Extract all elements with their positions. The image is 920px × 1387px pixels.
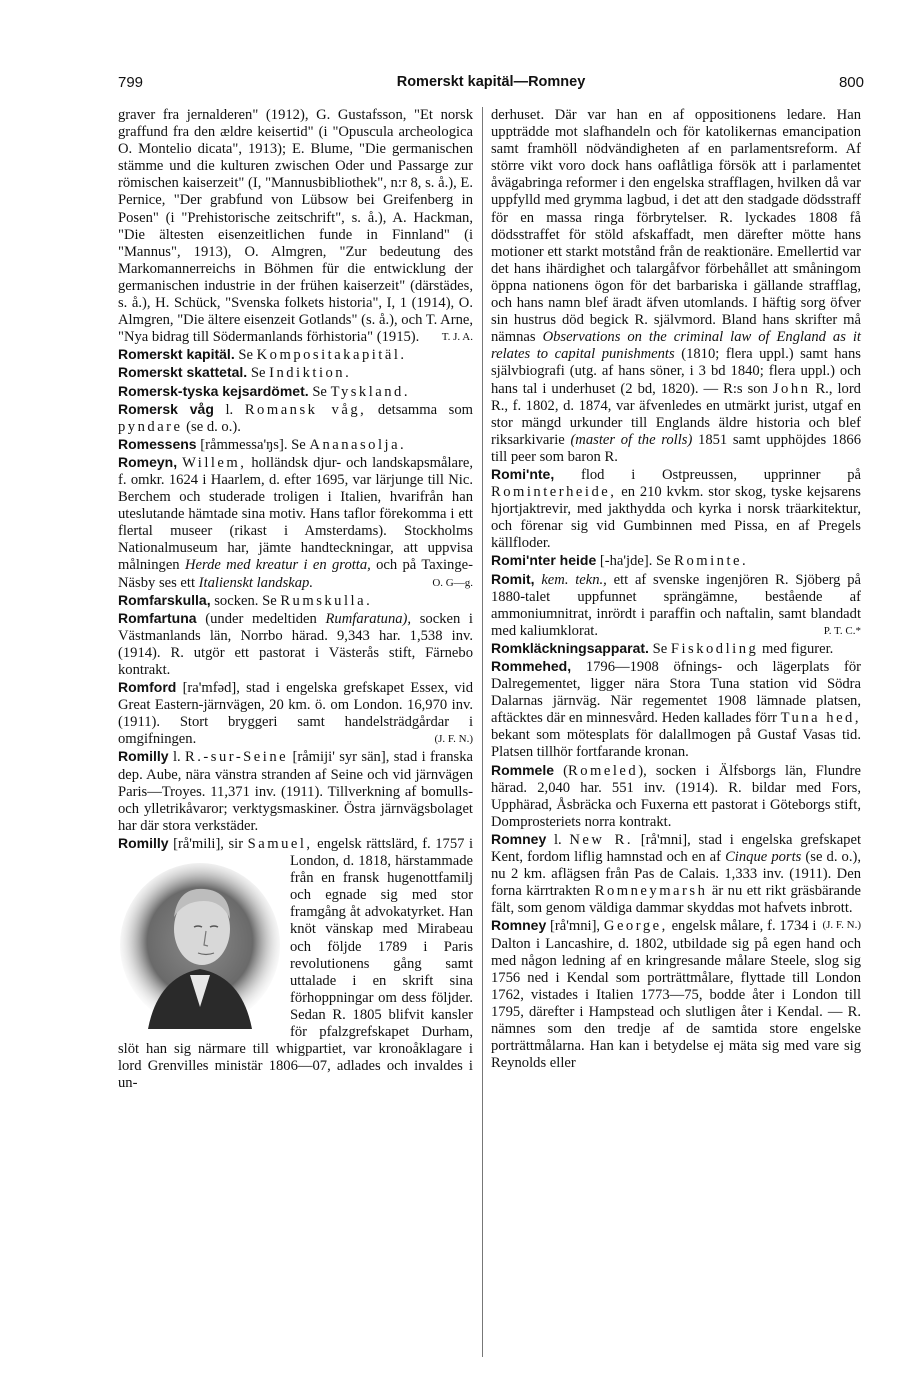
entry-romit: Romit, kem. tekn., ett af svenske ingenjören R. Sjöberg på 1880-talet uppfunnet sprängämne, bestående af ammoniumnitrat, inrördt i paraffin och naftalin, samt blandadt med kaliumklorat. P. T. C.* (491, 570, 861, 639)
entry-romney-town: Romney l. New R. [rå'mni], stad i engelska grefskapet Kent, fordom liflig hamnstad och en af Cinque ports (se d. o.), nu 2 km. aflägsen från Pas de Calais. 1,333 inv. (1911). Den forna kärrtrakten Romneymarsh är nu ett rikt gräsbärande fält, som genom väldiga dammar skyddas mot hafvets inbrott. (J. F. N.) (491, 830, 862, 932)
entry-continuation: graver fra jernalderen" (1912), G. Gustafsson, "Et norsk graffund fra den ældre keisertid" (i "Opuscula archeologica O. Montelio dicata", 1913); E. Blume, "Die germanischen stämme und die kulturen zwischen Oder und Passarge zur römischen kaiserzeit" (I, "Mannusbibliothek", n:r 8, s. å.), E. Pernice, "Der grabfund von Lübsow bei Greifenberg in Posen" (i "Prehistorische zeitschrift", s. å.), A. Hackman, "Die ältesten eisenzeitlichen funde in Finnland" (i "Mannus", 1913), O. Almgren, "Zur bedeutung des Markomannerreichs in Böhmen für die entwicklung der germanischen industrie in der frühen kaiserzeit" (därstädes, s. å.), H. Schück, "Svenska folkets historia", I, 1 (1914), O. Almgren, "Die ältere eisenzeit Gotlands" (s. å.), och T. Arne, "Nya bidrag till Södermanlands förhistoria" (1915). T. J. A. (118, 107, 473, 346)
entry-romklackningsapparat: Romkläckningsapparat. Se Fiskodling med figurer. (491, 639, 834, 657)
page-number-left: 799 (118, 74, 144, 91)
entry-romney-george: Romney [rå'mni], George, engelsk målare, f. 1734 i Dalton i Lancashire, d. 1802, utbildade sig på egen hand och med någon ledning af en kringresande målare Steele, slog sig 1756 ned i Kendal som porträttmålare, flyttade till London 1762, vistades i Italien 1773—75, bodde åter i London till 1795, därefter i Hampstead och slutligen åter i Kendal. — R. nämnes som den tredje af de samtida store engelske porträttmålarna. Han kan i betydelse ej mäta sig med vare sig Reynolds eller (491, 917, 861, 1072)
right-column (491, 107, 861, 1072)
page-number-right: 800 (838, 74, 864, 91)
entry-romersk-tyska-kejsardomet: Romersk-tyska kejsardömet. Se Tyskland. (118, 382, 411, 400)
entry-romessens: Romessens [råmmessa'ŋs]. Se Ananasolja. (118, 435, 407, 453)
entry-romfarskulla: Romfarskulla, socken. Se Rumskulla. (118, 591, 373, 609)
entry-romilly-samuel: Romilly [rå'mili], sir Samuel, engelsk rättslärd, f. 1757 i London, d. 1818, härstammade från en fransk hugenottfamilj och egnade sig med stor framgång åt advokatyrket. Han knöt vänskap med Mirabeau och följde 1789 i Paris revolutionens gång samt uttalade i en skrift sina förhoppningar om dess följder. Sedan R. 1805 blifvit kansler för pfalzgrefskapet Durham, slöt han sig närmare till whigpartiet, var kronoåklagare i lord Grenvilles ministär 1806—07, adlades och invaldes i un- (118, 834, 473, 1092)
entry-rominte: Romi'nte, flod i Ostpreussen, upprinner på Rominterheide, en 210 kvkm. stor skog, tyske kejsarens hjortjaktrevir, med jakthydda och kyrka i norsk träarkitektur, och förenar sig vid Gumbinnen med Pissa, en af Pregels källfloder. (491, 465, 861, 552)
entry-romfartuna: Romfartuna (under medeltiden Rumfaratuna), socken i Västmanlands län, Norrbo härad. 9,343 har. 1,538 inv. (1914). R. utgör ett pastorat i Västerås stift, Färnebo kontrakt. (118, 609, 473, 678)
entry-romford: Romford [ra'mfəd], stad i engelska grefskapet Essex, vid Great Eastern-järnvägen, 20 km. ö. om London. 16,970 inv. (1911). Stort bryggeri samt handelsträdgårdar i omgifningen. (J. F. N.) (118, 679, 473, 748)
entry-romerskt-kapital: Romerskt kapitäl. Se Kompositakapitäl. (118, 346, 407, 364)
left-column (118, 107, 473, 1092)
entry-romersk-vag: Romersk våg l. Romansk våg, detsamma som pyndare (se d. o.). (118, 400, 473, 435)
entry-romilly-town: Romilly l. R.-sur-Seine [råmiji' syr sän], stad i franska dep. Aube, nära vänstra stranden af Seine och vid järnvägen Paris—Troyes. 11,371 inv. (1911). Tillverkning af bomulls- och ylletrikåvaror; verktygsmaskiner. Östra järnvägsbolaget har där stora verkstäder. (118, 748, 473, 834)
entry-rommele: Rommele (Romeled), socken i Älfsborgs län, Flundre härad. 2,040 har. 551 inv. (1914). R. bildar med Fors, Upphärad, Åsbräcka och Fuxerna ett pastorat i Göteborgs stift, Domprosteriets norra kontrakt. (491, 761, 861, 830)
entry-romerskt-skattetal: Romerskt skattetal. Se Indiktion. (118, 364, 352, 382)
entry-continuation: derhuset. Där var han en af oppositionens ledare. Han uppträdde mot slafhandeln och för katolikernas emancipation samt framhöll nödvändigheten af en parlamentsreform. Af större vikt voro dock hans oaflåtliga försök att i parlamentet åvägabringa reformer i den engelska strafflagen, hvilken då var uppfylld med grymma lagbud, i det att den stadgade dödsstraff för en massa ringa förbrytelser. R. lyckades 1808 få dödsstraffet för stöld afskaffadt, men därefter mötte hans motioner ett starkt motstånd från de reaktionäre. Emellertid var det hans ihärdighet och talargåfvor förbehållet att småningom öppna nationens ögon för det barbariska i gällande strafflag, och hans namn blef äradt äfven utomlands. I häftig sorg öfver sin hustrus död begick R. självmord. Bland hans skrifter må nämnas Observations on the criminal law of England as it relates to capital punishments (1810; flera uppl.) samt hans självbiografi (utg. af hans söner, i 3 bd 1840; flera uppl.) och hans tal i underhuset (2 bd, 1820). — R:s son John R., lord R., f. 1802, d. 1874, var äfvenledes en utmärkt jurist, utgaf en stor mängd urkunder till Englands äldre historia och blef riksarkivarie (master of the rolls) 1851 samt upphöjdes 1866 till peer som baron R. (491, 107, 861, 465)
portrait-samuel-romilly (118, 857, 282, 1029)
running-title: Romerskt kapitäl—Romney (396, 74, 586, 90)
entry-rominter-heide: Romi'nter heide [-ha'jde]. Se Rominte. (491, 552, 749, 570)
entry-romeyn: Romeyn, Willem, holländsk djur- och landskapsmålare, f. omkr. 1624 i Haarlem, d. efter 1695, var lärjunge till Nic. Berchem och studerade troligen i Italien, hvarifrån han uteslutande hämtade sina motiv. Hans taflor förekomma i ett flertal museer (rikast i Amsterdams). Stockholms Nationalmuseum har, jämte handteckningar, att uppvisa målningen Herde med kreatur i en grotta, och på Taxinge-Näsby ses ett Italienskt landskap. O. G—g. (118, 453, 474, 591)
column-divider (482, 107, 483, 1357)
entry-rommehed: Rommehed, 1796—1908 öfnings- och lägerplats för Dalregementet, ligger nära Stora Tuna station vid Södra Dalarnas järnväg. När regementet 1908 lämnade platsen, aftäcktes där en minnesvård. Heden kallades förr Tuna hed, bekant som mötesplats för dalallmogen på Gustaf Vasas tid. Platsen tillhör fortfarande kronan. (491, 658, 862, 761)
page-header (118, 74, 864, 98)
